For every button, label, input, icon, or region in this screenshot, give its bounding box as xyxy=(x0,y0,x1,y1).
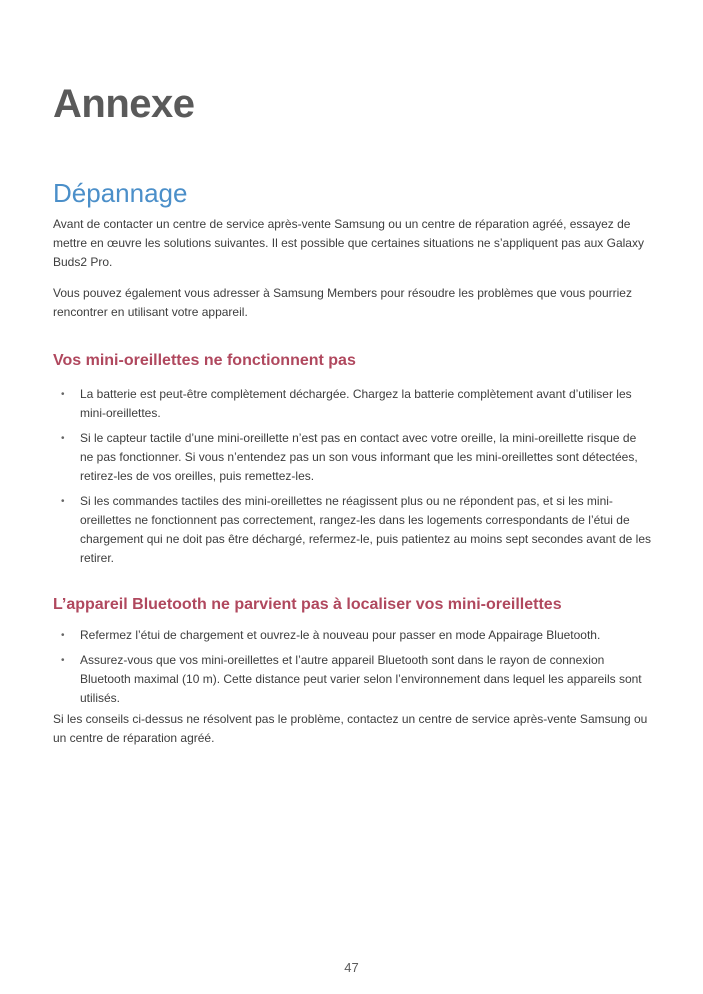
section-title: Dépannage xyxy=(53,178,188,208)
bullet-icon: • xyxy=(61,630,65,641)
chapter-title: Annexe xyxy=(53,82,195,126)
list-item xyxy=(53,651,651,708)
intro-paragraph-1: Avant de contacter un centre de service après-vente Samsung ou un centre de réparation agréé, essayez de mettre en œuvre les solutions suivantes. Il est possible que certaines situations ne s’appliquent pas aux Galaxy Buds2 Pro. xyxy=(53,217,644,269)
closing-paragraph: Si les conseils ci-dessus ne résolvent pas le problème, contactez un centre de service après-vente Samsung ou un centre de réparation agréé. xyxy=(53,712,648,745)
list-item xyxy=(53,492,651,568)
bullet-list-bluetooth-not-found xyxy=(53,626,651,714)
list-item-text: Refermez l’étui de chargement et ouvrez-le à nouveau pour passer en mode Appairage Bluetooth. xyxy=(80,628,601,642)
list-item xyxy=(53,385,651,423)
bullet-icon: • xyxy=(61,433,65,444)
list-item-text: La batterie est peut-être complètement déchargée. Chargez la batterie complètement avant d’utiliser les mini-oreillettes. xyxy=(80,387,632,420)
page-number: 47 xyxy=(344,960,359,975)
bullet-icon: • xyxy=(61,389,65,400)
list-item xyxy=(53,626,651,645)
list-item xyxy=(53,429,651,486)
list-item-text: Si les commandes tactiles des mini-oreillettes ne réagissent plus ou ne répondent pas, et si les mini-oreillettes ne fonctionnent pas correctement, rangez-les dans les logements correspondants de l’étui de chargement qui ne doit pas être déchargé, refermez-le, puis patientez au moins sept secondes avant de les retirer. xyxy=(80,494,652,565)
subsection-title-earbuds-not-working: Vos mini-oreillettes ne fonctionnent pas xyxy=(53,352,356,369)
subsection-title-bluetooth-not-found: L’appareil Bluetooth ne parvient pas à localiser vos mini-oreillettes xyxy=(53,596,562,613)
list-item-text: Assurez-vous que vos mini-oreillettes et l’autre appareil Bluetooth sont dans le rayon de connexion Bluetooth maximal (10 m). Cette distance peut varier selon l’environnement dans lequel les appareils sont utilisés. xyxy=(80,653,642,705)
bullet-icon: • xyxy=(61,655,65,666)
bullet-icon: • xyxy=(61,496,65,507)
bullet-list-earbuds-not-working xyxy=(53,385,651,574)
intro-paragraph-2: Vous pouvez également vous adresser à Samsung Members pour résoudre les problèmes que vous pourriez rencontrer en utilisant votre appareil. xyxy=(53,286,632,319)
list-item-text: Si le capteur tactile d’une mini-oreillette n’est pas en contact avec votre oreille, la mini-oreillette risque de ne pas fonctionner. Si vous n’entendez pas un son vous informant que les mini-oreillettes sont détectées, retirez-les de vos oreilles, puis remettez-les. xyxy=(80,431,638,483)
